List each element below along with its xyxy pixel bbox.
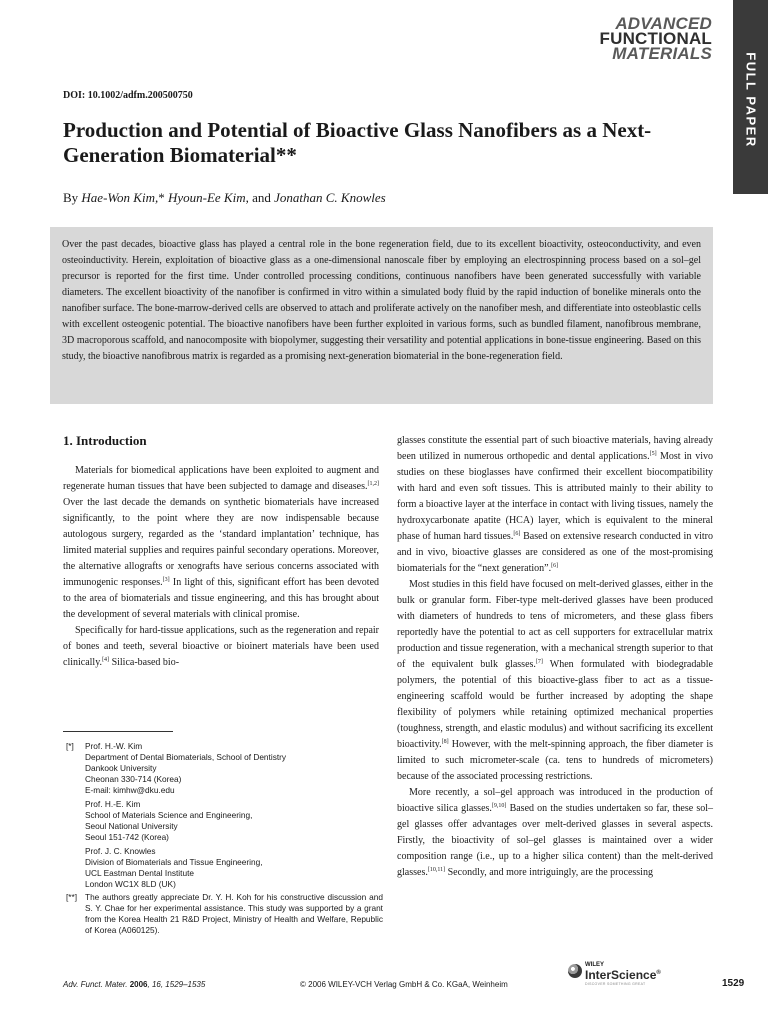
author-kim-he: Hyoun-Ee Kim, [167, 190, 249, 205]
footnote-mark: [**] [66, 892, 78, 902]
citation[interactable]: [3] [162, 577, 170, 583]
abstract: Over the past decades, bioactive glass has played a central role in the bone regeneration field, due to its excellent bioactivity, osteoconductivity, and even osteoinductivity. Herein, exploitation of bioactive glass as a one-dimensional nanoscale fiber by employing an electrospinning process based on a sol–gel precursor is reported for the first time. Under controlled processing conditions, continuous nanofibers have been generated successfully with variable diameters. The excellent bioactivity of the nanofiber is confirmed in vitro within a simulated body fluid by the rapid induction of bonelike minerals onto the nanofiber surface. The bone-marrow-derived cells are observed to attach and proliferate actively on the nanofiber mesh, and differentiate into osteoblastic cells with excellent osteogenic potential. The bioactive nanofibers have been further exploited in various forms, such as bundled filament, nanofibrous membrane, 3D macroporous scaffold, and nanocomposite with biopolymer, suggesting their versatility and potential applications in bone-tissue engineering. Based on this study, the bioactive nanofibrous matrix is regarded as a promising next-generation biomaterial in the bone-regeneration field. [50, 227, 713, 404]
citation[interactable]: [6] [513, 531, 521, 537]
affiliation-dept: Department of Dental Biomaterials, School of Dentistry [85, 752, 287, 762]
citation[interactable]: [1,2] [367, 481, 379, 487]
footer-citation: Adv. Funct. Mater. 2006, 16, 1529–1535 [63, 980, 206, 989]
paragraph: Most studies in this field have focused on melt-derived glasses, either in the bulk or granular form. Fiber-type melt-derived glasses have been produced with diameters of hundreds to tens of micrometers, and these glass fibers reportedly have the potential to act as cell supporters for extracellular matrix production and tissue regeneration, with a mechanical strength superior to that of the equivalent bulk glasses.[7] When formulated with biodegradable polymers, the potential of this bioactive-glass fiber to act as a tissue-engineering scaffold would be further increased by adopting the shape flexibility of polymers while retaining optimized mechanical properties (toughness, strength, and elastic modulus) and without sacrificing its excellent bioactivity.[8] However, with the melt-spinning approach, the fiber diameter is limited to such micrometer-scale (ca. tens to hundreds of micrometers) because of the associated processing restrictions. [397, 579, 713, 782]
wiley-label: WILEY [585, 962, 604, 968]
citation[interactable]: [7] [535, 659, 543, 665]
acknowledgment-text: The authors greatly appreciate Dr. Y. H. Koh for his constructive discussion and S. Y. Chae for her experimental assistance. This study was supported by a grant from the Korea Health 21 R&D Project, Ministry of Health and Welfare, Republic of Korea (A060125). [85, 892, 383, 935]
corresponding-mark: * [158, 190, 165, 205]
affiliation-name: Prof. J. C. Knowles [85, 846, 156, 856]
author-knowles: Jonathan C. Knowles [274, 190, 386, 205]
and-word: and [252, 190, 271, 205]
citation[interactable]: [8] [441, 739, 449, 745]
doi: DOI: 10.1002/adfm.200500750 [63, 90, 193, 101]
footer-copyright: © 2006 WILEY-VCH Verlag GmbH & Co. KGaA, Weinheim [300, 980, 508, 989]
affiliation-city: Cheonan 330-714 (Korea) [85, 774, 182, 784]
affiliation-dept: Division of Biomaterials and Tissue Engineering, [85, 857, 263, 867]
affiliation-email[interactable]: E-mail: kimhw@dku.edu [85, 785, 175, 795]
affiliation-name: Prof. H.-W. Kim [85, 741, 143, 751]
author-kim-hw: Hae-Won Kim, [81, 190, 159, 205]
affiliation-uni: Dankook University [85, 763, 157, 773]
logo-line-materials: MATERIALS [612, 44, 712, 63]
affiliation-city: London WC1X 8LD (UK) [85, 879, 176, 889]
affiliation-city: Seoul 151-742 (Korea) [85, 832, 169, 842]
logo-line-advanced: ADVANCED [615, 14, 712, 33]
by-word: By [63, 190, 79, 205]
affiliation-name: Prof. H.-E. Kim [85, 799, 141, 809]
paragraph: Materials for biomedical applications have been exploited to augment and regenerate human tissues that have been subjected to damage and diseases.[1,2] Over the last decade the demands on synthetic biomaterials have increased significantly, to the point where they are now indispensable because autologous surgery, regarded as the ‘standard implantation’ technique, has limited material supplies and requires painful secondary operations. Moreover, the alternative allografts or xenografts have serious concerns associated with immunogenic responses.[3] In light of this, significant effort has been devoted to the area of biomaterials and tissue engineering, and this has brought about the development of several materials with clinical promise. [63, 465, 380, 620]
full-paper-tab [733, 0, 768, 194]
affiliation-uni: Seoul National University [85, 821, 178, 831]
column-left [63, 463, 379, 671]
paragraph: Specifically for hard-tissue applications, such as the regeneration and repair of bones and teeth, several bioactive or bioinert materials have been used clinically.[4] Silica-based bio- [63, 625, 379, 668]
article-title: Production and Potential of Bioactive Glass Nanofibers as a Next-Generation Biomaterial** [63, 118, 652, 167]
citation[interactable]: [5] [649, 451, 657, 457]
interscience-logo [568, 962, 678, 986]
interscience-label: InterScience® [585, 968, 661, 982]
section-heading-introduction: 1. Introduction [63, 433, 147, 448]
full-paper-label: FULL PAPER [743, 52, 758, 148]
citation[interactable]: [10,11] [427, 867, 446, 873]
journal-logo [562, 16, 712, 61]
footnotes [63, 741, 383, 936]
paragraph: glasses constitute the essential part of such bioactive materials, having already been utilized in numerous orthopedic and dental applications.[5] Most in vivo studies on these bioglasses have confirmed their excellent biocompatibility with hard and even soft tissues. This is attributed mainly to their ability to form a bioactive layer at the interface in contact with living tissues, namely the hydroxycarbonate apatite (HCA) layer, which is equivalent to the mineral phase of human hard tissues.[6] Based on extensive research conducted in vitro and in vivo, bioactive glasses are considered as one of the most-promising biomaterials for the “next generation”.[6] [397, 435, 714, 574]
paragraph: More recently, a sol–gel approach was introduced in the production of bioactive silica glasses.[9,10] Based on the studies undertaken so far, these sol–gel glasses offer advantages over melt-derived glasses in several aspects. Firstly, the bioactivity of sol–gel glasses is maintained over a wider composition range (i.e., up to a higher silica content) than the melt-derived glasses.[10,11] Secondly, and more intriguingly, are the processing [397, 787, 713, 878]
citation[interactable]: [4] [102, 657, 110, 663]
page-number: 1529 [722, 978, 745, 989]
footnote-divider [63, 731, 173, 732]
citation[interactable]: [9,10] [491, 803, 507, 809]
footnote-acknowledgment [63, 892, 383, 936]
globe-icon [568, 964, 582, 978]
interscience-tagline: DISCOVER SOMETHING GREAT [585, 982, 646, 986]
footnote-affiliations [63, 741, 383, 890]
affiliation-dept: School of Materials Science and Engineering, [85, 810, 253, 820]
column-right [397, 433, 713, 881]
author-line [63, 190, 386, 206]
citation[interactable]: [6] [551, 563, 559, 569]
logo-line-functional: FUNCTIONAL [599, 29, 712, 48]
affiliation-inst: UCL Eastman Dental Institute [85, 868, 194, 878]
footnote-mark: [*] [66, 741, 74, 751]
